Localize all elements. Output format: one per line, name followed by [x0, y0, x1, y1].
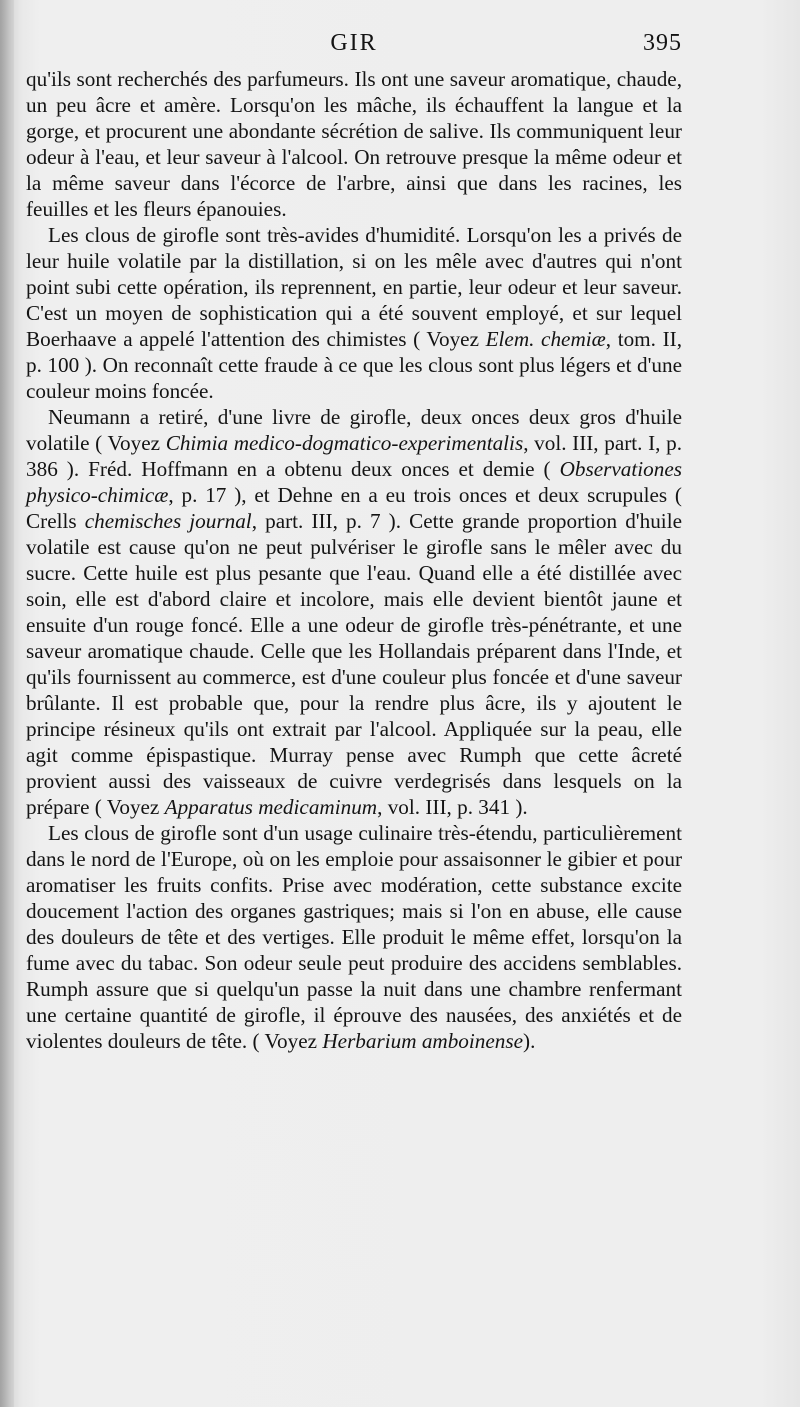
- paragraph-1: [26, 66, 682, 222]
- text-segment: ).: [523, 1029, 536, 1053]
- binding-gutter-shadow: [0, 0, 14, 1407]
- italic-citation: Elem. chemiæ: [485, 327, 606, 351]
- running-head: GIR: [330, 30, 378, 56]
- italic-citation: Herbarium amboinense: [322, 1029, 524, 1053]
- page-number: 395: [643, 30, 682, 56]
- text-segment: qu'ils sont recherchés des parfumeurs. Ils ont une saveur aromatique, chaude, un peu âcre et amère. Lorsqu'on les mâche, ils échauffent la langue et la gorge, et procurent une abondante sécrétion de salive. Ils communiquent leur odeur à l'eau, et leur saveur à l'alcool. On retrouve presque la même odeur et la même saveur dans l'écorce de l'arbre, ainsi que dans les racines, les feuilles et les fleurs épanouies.: [26, 67, 682, 221]
- paragraph-3: [26, 404, 682, 820]
- italic-citation: Chimia medico-dogmatico-experimentalis: [165, 431, 524, 455]
- text-segment: , tom. II, p. 100 ). On reconnaît cette fraude à ce que les clous sont plus légers et d'une couleur moins foncée.: [26, 327, 682, 403]
- page-header: [26, 30, 682, 66]
- body-text: [26, 66, 682, 1054]
- text-segment: , p. 17 ), et Dehne en a eu trois onces et deux scrupules ( Crells: [26, 483, 682, 533]
- text-segment: , vol. III, part. I, p. 386 ). Fréd. Hoffmann en a obtenu deux onces et demie (: [26, 431, 682, 481]
- italic-citation: Observationes physico-chimicæ: [26, 457, 682, 507]
- paragraph-2: [26, 222, 682, 404]
- text-segment: , part. III, p. 7 ). Cette grande proportion d'huile volatile est cause qu'on ne peut pulvériser le girofle sans le mêler avec du sucre. Cette huile est plus pesante que l'eau. Quand elle a été distillée avec soin, elle est d'abord claire et incolore, mais elle devient bientôt jaune et ensuite d'un rouge foncé. Elle a une odeur de girofle très-pénétrante, et une saveur aromatique chaude. Celle que les Hollandais préparent dans l'Inde, et qu'ils fournissent au commerce, est d'une couleur plus foncée et d'une saveur brûlante. Il est probable que, pour la rendre plus âcre, ils y ajoutent le principe résineux qu'ils ont extrait par l'alcool. Appliquée sur la peau, elle agit comme épispastique. Murray pense avec Rumph que cette âcreté provient aussi des vaisseaux de cuivre verdegrisés dans lesquels on la prépare ( Voyez: [26, 509, 682, 819]
- text-segment: Neumann a retiré, d'une livre de girofle, deux onces deux gros d'huile volatile ( Voyez: [26, 405, 682, 455]
- italic-citation: chemisches journal: [84, 509, 252, 533]
- text-segment: , vol. III, p. 341 ).: [377, 795, 528, 819]
- text-segment: Les clous de girofle sont très-avides d'humidité. Lorsqu'on les a privés de leur huile volatile par la distillation, si on les mêle avec d'autres qui n'ont point subi cette opération, ils reprennent, en partie, leur odeur et leur saveur. C'est un moyen de sophistication qui a été souvent employé, et sur lequel Boerhaave a appelé l'attention des chimistes ( Voyez: [26, 223, 682, 351]
- text-segment: Les clous de girofle sont d'un usage culinaire très-étendu, particulièrement dans le nord de l'Europe, où on les emploie pour assaisonner le gibier et pour aromatiser les fruits confits. Prise avec modération, cette substance excite doucement l'action des organes gastriques; mais si l'on en abuse, elle cause des douleurs de tête et des vertiges. Elle produit le même effet, lorsqu'on la fume avec du tabac. Son odeur seule peut produire des accidens semblables. Rumph assure que si quelqu'un passe la nuit dans une chambre renfermant une certaine quantité de girofle, il éprouve des nausées, des anxiétés et de violentes douleurs de tête. ( Voyez: [26, 821, 682, 1053]
- paragraph-4: [26, 820, 682, 1054]
- italic-citation: Apparatus medicaminum: [164, 795, 378, 819]
